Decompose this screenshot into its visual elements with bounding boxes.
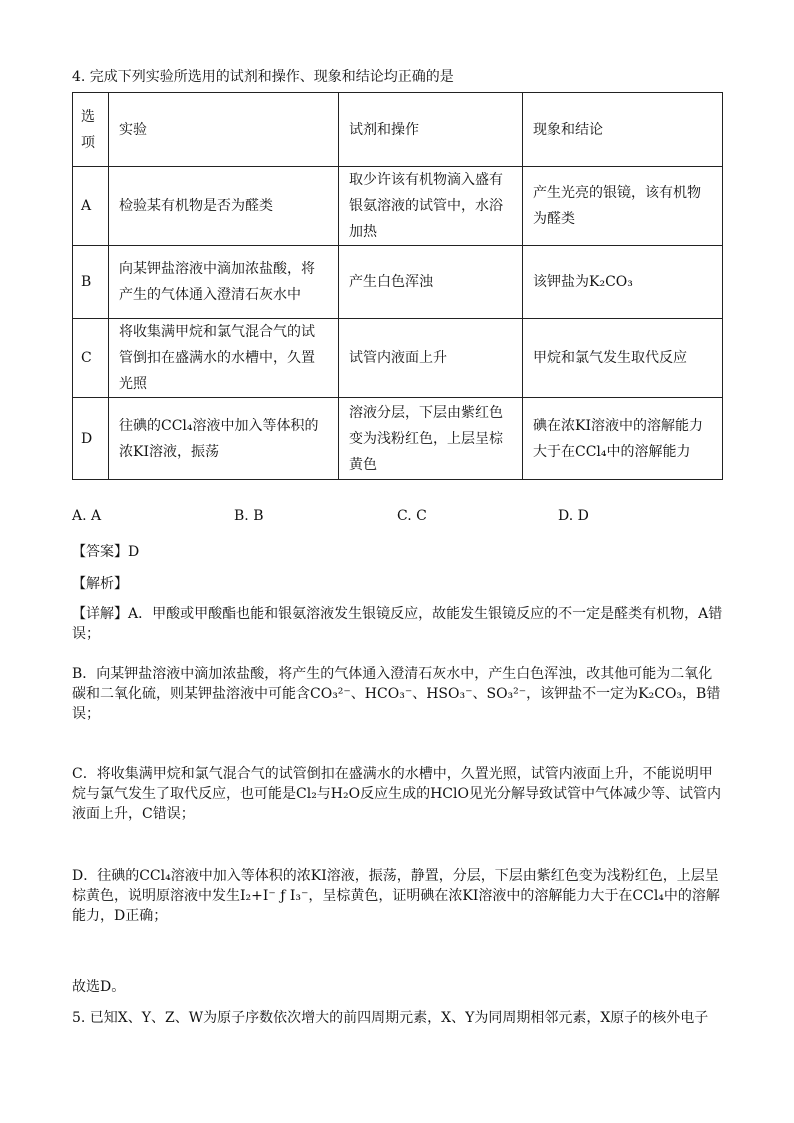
table-row [73,167,723,246]
analysis-label: 【解析】 [72,576,128,592]
row-experiment: 将收集满甲烷和氯气混合气的试管倒扣在盛满水的水槽中，久置光照 [109,319,339,398]
table-row [73,319,723,398]
answer-options [72,508,722,528]
row-experiment: 向某钾盐溶液中滴加浓盐酸，将产生的气体通入澄清石灰水中 [109,246,339,319]
detail-a: 【详解】A．甲酸或甲酸酯也能和银氨溶液发生银镜反应，故能发生银镜反应的不一定是醛类有机物，A错误； [72,606,723,642]
row-conclusion: 产生光亮的银镜，该有机物为醛类 [523,167,723,246]
header-experiment: 实验 [109,93,339,167]
row-key: B [73,246,109,319]
detail-d: D．往碘的CCl₄溶液中加入等体积的浓KI溶液，振荡，静置，分层，下层由紫红色变为浅粉红色，上层呈棕黄色，说明原溶液中发生I₂+I⁻ ƒ I₃⁻，呈棕黄色，证明碘在浓KI溶液中的溶解能力大于在CCl₄中的溶解能力，D正确； [72,868,720,924]
row-reagent: 溶液分层，下层由紫红色变为浅粉红色，上层呈棕黄色 [339,398,523,480]
row-reagent: 取少许该有机物滴入盛有银氨溶液的试管中，水浴加热 [339,167,523,246]
row-conclusion: 该钾盐为K₂CO₃ [523,246,723,319]
question-4-title: 4. 完成下列实验所选用的试剂和操作、现象和结论均正确的是 [72,69,454,85]
experiment-table [72,92,723,480]
row-experiment: 往碘的CCl₄溶液中加入等体积的浓KI溶液，振荡 [109,398,339,480]
row-experiment: 检验某有机物是否为醛类 [109,167,339,246]
row-reagent: 试管内液面上升 [339,319,523,398]
option-b: B. B [234,508,264,524]
table-row [73,398,723,480]
table-row [73,246,723,319]
table-header-row [73,93,723,167]
option-d: D. D [558,508,589,524]
detail-b: B．向某钾盐溶液中滴加浓盐酸，将产生的气体通入澄清石灰水中，产生白色浑浊，改其他可能为二氧化碳和二氧化硫，则某钾盐溶液中可能含CO₃²⁻、HCO₃⁻、HSO₃⁻、SO₃²⁻，该钾盐不一定为K₂CO₃，B错误； [72,666,721,722]
row-conclusion: 碘在浓KI溶液中的溶解能力大于在CCl₄中的溶解能力 [523,398,723,480]
question-5-title: 5. 已知X、Y、Z、W为原子序数依次增大的前四周期元素，X、Y为同周期相邻元素，X原子的核外电子 [72,1010,709,1026]
row-reagent: 产生白色浑浊 [339,246,523,319]
option-a: A. A [72,508,102,524]
row-key: C [73,319,109,398]
header-conclusion: 现象和结论 [523,93,723,167]
choose-line: 故选D。 [72,979,126,995]
row-key: A [73,167,109,246]
detail-c: C．将收集满甲烷和氯气混合气的试管倒扣在盛满水的水槽中，久置光照，试管内液面上升，不能说明甲烷与氯气发生了取代反应，也可能是Cl₂与H₂O反应生成的HClO见光分解导致试管中气体减少等、试管内液面上升，C错误； [72,766,721,822]
row-key: D [73,398,109,480]
header-reagent: 试剂和操作 [339,93,523,167]
row-conclusion: 甲烷和氯气发生取代反应 [523,319,723,398]
answer-label: 【答案】D [72,544,140,560]
header-option: 选项 [73,93,109,167]
option-c: C. C [397,508,427,524]
